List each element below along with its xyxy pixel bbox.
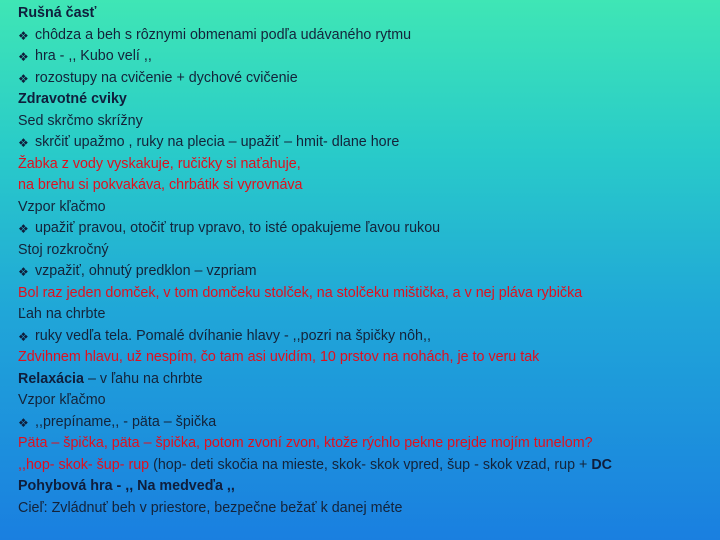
position-line: Vzpor kľačmo xyxy=(18,198,106,215)
rhyme-line: Žabka z vody vyskakuje, ručičky si naťahuje, xyxy=(18,155,301,172)
rhyme-line: Päta – špička, päta – špička, potom zvoní zvon, ktože rýchlo pekne prejde mojím tunelom? xyxy=(18,435,593,451)
section-heading: Rušná časť xyxy=(18,5,97,21)
bullet-line xyxy=(18,326,708,348)
rhyme-line: na brehu si pokvakáva, chrbátik si vyrovnáva xyxy=(18,177,303,193)
position-line: Stoj rozkročný xyxy=(18,241,109,258)
diamond-bullet-icon: ❖ xyxy=(18,329,29,344)
section-heading: Pohybová hra - ,, Na medveďa ,, xyxy=(18,478,235,494)
relaxation-line xyxy=(18,369,708,391)
slide-text xyxy=(18,3,708,519)
diamond-bullet-icon: ❖ xyxy=(18,50,29,64)
diamond-bullet-icon: ❖ xyxy=(18,265,29,279)
diamond-bullet-icon: ❖ xyxy=(18,71,29,86)
line-text: skrčiť upažmo , ruky na plecia – upažiť – hmit- dlane hore xyxy=(35,134,400,150)
hop-line xyxy=(18,455,708,477)
line-text: hra - ,, Kubo velí ,, xyxy=(35,48,152,64)
line-text: (hop- deti skočia na mieste, skok- skok vpred, šup - skok vzad, rup + xyxy=(149,456,592,473)
relaxation-label: Relaxácia xyxy=(18,370,84,387)
line-text: chôdza a beh s rôznymi obmenami podľa udávaného rytmu xyxy=(35,26,412,43)
bullet-line xyxy=(18,218,708,240)
line-text-bold: DC xyxy=(591,456,612,473)
rhyme-text: ,,hop- skok- šup- rup xyxy=(18,456,150,473)
bullet-line xyxy=(18,68,708,90)
line-text: – v ľahu na chrbte xyxy=(83,370,203,387)
bullet-line xyxy=(18,412,708,434)
diamond-bullet-icon: ❖ xyxy=(18,222,29,236)
diamond-bullet-icon: ❖ xyxy=(18,415,29,430)
line-text: ,,prepíname,, - päta – špička xyxy=(35,413,217,430)
rhyme-line: Zdvihnem hlavu, už nespím, čo tam asi uvidím, 10 prstov na nohách, je to veru tak xyxy=(18,349,540,365)
position-line: Ľah na chrbte xyxy=(18,306,106,322)
line-text: ruky vedľa tela. Pomalé dvíhanie hlavy - ,,pozri na špičky nôh,, xyxy=(35,327,431,344)
goal-line: Cieľ: Zvládnuť beh v priestore, bezpečne bežať k danej méte xyxy=(18,499,403,516)
line-text: upažiť pravou, otočiť trup vpravo, to isté opakujeme ľavou rukou xyxy=(35,220,441,236)
line-text: rozostupy na cvičenie + dychové cvičenie xyxy=(35,69,298,86)
rhyme-line: Bol raz jeden domček, v tom domčeku stolček, na stolčeku mištička, a v nej pláva rybička xyxy=(18,284,583,301)
line-text: vzpažiť, ohnutý predklon – vzpriam xyxy=(35,263,257,279)
position-line: Sed skrčmo skrížny xyxy=(18,112,143,129)
position-line: Vzpor kľačmo xyxy=(18,392,106,408)
bullet-line xyxy=(18,132,708,154)
diamond-bullet-icon: ❖ xyxy=(18,28,29,43)
bullet-line xyxy=(18,261,708,283)
diamond-bullet-icon: ❖ xyxy=(18,136,29,150)
bullet-line xyxy=(18,25,708,47)
section-heading: Zdravotné cviky xyxy=(18,91,127,107)
bullet-line xyxy=(18,46,708,68)
